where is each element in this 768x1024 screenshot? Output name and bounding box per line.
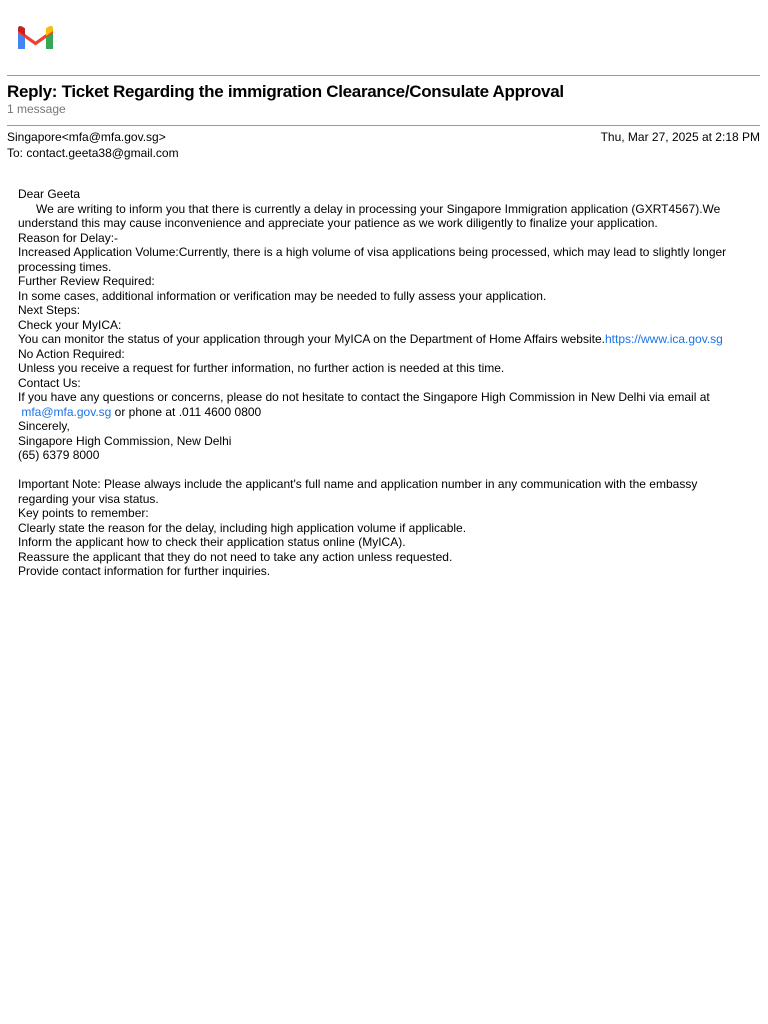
sender: Singapore<mfa@mfa.gov.sg> [7, 130, 166, 144]
note-line-2: regarding your visa status. [18, 491, 159, 506]
no-action-heading: No Action Required: [18, 346, 125, 361]
header-divider [7, 75, 760, 76]
spacer [18, 463, 753, 478]
note-line-1: Important Note: Please always include the applicant's full name and application number in any communication with the embassy [18, 477, 698, 491]
contact-heading: Contact Us: [18, 375, 81, 390]
review-heading: Further Review Required: [18, 274, 155, 288]
closing: Sincerely, [18, 419, 70, 433]
contact-email-link[interactable]: mfa@mfa.gov.sg [18, 404, 112, 419]
myica-line [18, 332, 753, 347]
message-divider [7, 125, 760, 126]
myica-text: You can monitor the status of your application through your MyICA on the Department of Home Affairs website. [18, 332, 605, 346]
review-text: In some cases, additional information or verification may be needed to fully assess your application. [18, 288, 547, 303]
recipient: To: contact.geeta38@gmail.com [7, 146, 179, 160]
contact-phone: or phone at .011 4600 0800 [111, 404, 262, 419]
contact-text: If you have any questions or concerns, please do not hesitate to contact the Singapore High Commission in New Delhi via email at [18, 390, 710, 404]
myica-heading: Check your MyICA: [18, 317, 122, 332]
reason-line-2: processing times. [18, 259, 112, 274]
message-body [18, 187, 753, 579]
key-point-2: Inform the applicant how to check their application status online (MyICA). [18, 535, 406, 549]
intro-line-2: understand this may cause inconvenience and appreciate your patience as we work diligently to finalize your application. [18, 216, 658, 230]
ica-website-link[interactable]: https://www.ica.gov.sg [605, 332, 723, 346]
key-point-3: Reassure the applicant that they do not need to take any action unless requested. [18, 549, 453, 564]
key-point-4: Provide contact information for further inquiries. [18, 564, 271, 578]
greeting: Dear Geeta [18, 187, 81, 201]
intro-line-1: We are writing to inform you that there is currently a delay in processing your Singapore Immigration application (GXRT4567).We [36, 201, 721, 216]
signature-phone: (65) 6379 8000 [18, 448, 100, 462]
reason-line-1: Increased Application Volume:Currently, there is a high volume of visa applications being processed, which may lead to slightly longer [18, 245, 727, 259]
thread-subject: Reply: Ticket Regarding the immigration Clearance/Consulate Approval [7, 82, 564, 101]
signature-org: Singapore High Commission, New Delhi [18, 433, 232, 448]
no-action-text: Unless you receive a request for further information, no further action is needed at this time. [18, 361, 505, 375]
next-steps-heading: Next Steps: [18, 303, 81, 317]
gmail-logo-icon [16, 22, 55, 51]
key-points-heading: Key points to remember: [18, 506, 149, 520]
contact-line [18, 405, 753, 420]
key-point-1: Clearly state the reason for the delay, including high application volume if applicable. [18, 520, 467, 535]
message-count: 1 message [7, 102, 66, 116]
reason-heading: Reason for Delay:- [18, 230, 119, 245]
message-date: Thu, Mar 27, 2025 at 2:18 PM [600, 130, 760, 144]
